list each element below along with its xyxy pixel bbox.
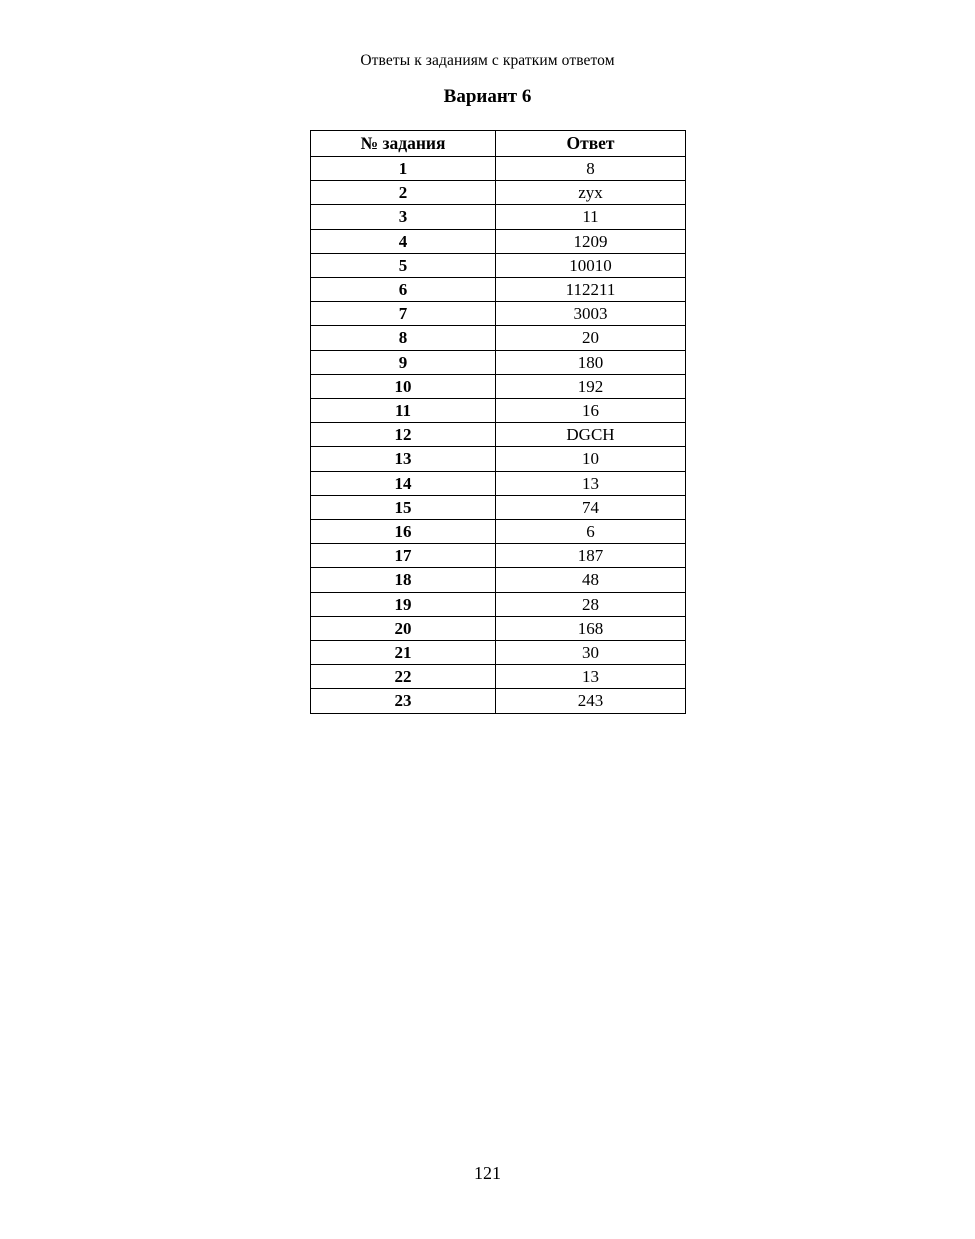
table-header-row <box>311 131 686 157</box>
answer-cell: 20 <box>496 326 686 350</box>
task-number-cell: 15 <box>311 495 496 519</box>
table-row <box>311 665 686 689</box>
table-row <box>311 253 686 277</box>
table-row <box>311 471 686 495</box>
task-number-cell: 6 <box>311 278 496 302</box>
answer-cell: 168 <box>496 616 686 640</box>
task-number-cell: 5 <box>311 253 496 277</box>
table-row <box>311 495 686 519</box>
task-number-cell: 10 <box>311 374 496 398</box>
task-number-cell: 16 <box>311 520 496 544</box>
task-number-cell: 22 <box>311 665 496 689</box>
answer-cell: 30 <box>496 641 686 665</box>
table-row <box>311 181 686 205</box>
answer-cell: 8 <box>496 157 686 181</box>
table-row <box>311 592 686 616</box>
table-row <box>311 157 686 181</box>
task-number-cell: 4 <box>311 229 496 253</box>
answer-cell: 74 <box>496 495 686 519</box>
task-number-cell: 11 <box>311 399 496 423</box>
task-number-cell: 14 <box>311 471 496 495</box>
task-number-cell: 9 <box>311 350 496 374</box>
table-row <box>311 350 686 374</box>
answer-cell: 192 <box>496 374 686 398</box>
column-header-answer: Ответ <box>496 131 686 157</box>
task-number-cell: 7 <box>311 302 496 326</box>
table-row <box>311 302 686 326</box>
answer-cell: zyx <box>496 181 686 205</box>
task-number-cell: 23 <box>311 689 496 713</box>
task-number-cell: 2 <box>311 181 496 205</box>
page-number: 121 <box>474 1163 501 1183</box>
task-number-cell: 20 <box>311 616 496 640</box>
table-row <box>311 399 686 423</box>
answer-cell: 48 <box>496 568 686 592</box>
task-number-cell: 3 <box>311 205 496 229</box>
answer-cell: 1209 <box>496 229 686 253</box>
column-header-task-number: № задания <box>311 131 496 157</box>
answer-cell: 3003 <box>496 302 686 326</box>
answers-table <box>310 130 686 714</box>
answer-cell: 112211 <box>496 278 686 302</box>
table-row <box>311 278 686 302</box>
table-row <box>311 374 686 398</box>
table-row <box>311 326 686 350</box>
task-number-cell: 1 <box>311 157 496 181</box>
answer-cell: DGCH <box>496 423 686 447</box>
table-row <box>311 447 686 471</box>
answer-cell: 28 <box>496 592 686 616</box>
table-row <box>311 520 686 544</box>
task-number-cell: 17 <box>311 544 496 568</box>
task-number-cell: 19 <box>311 592 496 616</box>
answer-cell: 13 <box>496 665 686 689</box>
running-head: Ответы к заданиям с кратким ответом <box>360 52 615 69</box>
task-number-cell: 21 <box>311 641 496 665</box>
table-row <box>311 229 686 253</box>
answer-cell: 11 <box>496 205 686 229</box>
table-row <box>311 423 686 447</box>
table-row <box>311 616 686 640</box>
task-number-cell: 13 <box>311 447 496 471</box>
answer-cell: 10010 <box>496 253 686 277</box>
task-number-cell: 12 <box>311 423 496 447</box>
answer-cell: 187 <box>496 544 686 568</box>
table-row <box>311 689 686 713</box>
answer-cell: 13 <box>496 471 686 495</box>
answer-cell: 10 <box>496 447 686 471</box>
answer-cell: 16 <box>496 399 686 423</box>
page-title: Вариант 6 <box>443 86 532 107</box>
answer-cell: 180 <box>496 350 686 374</box>
task-number-cell: 18 <box>311 568 496 592</box>
table-row <box>311 205 686 229</box>
answer-cell: 6 <box>496 520 686 544</box>
table-row <box>311 568 686 592</box>
table-row <box>311 544 686 568</box>
table-body <box>311 157 686 714</box>
answer-cell: 243 <box>496 689 686 713</box>
task-number-cell: 8 <box>311 326 496 350</box>
table-row <box>311 641 686 665</box>
